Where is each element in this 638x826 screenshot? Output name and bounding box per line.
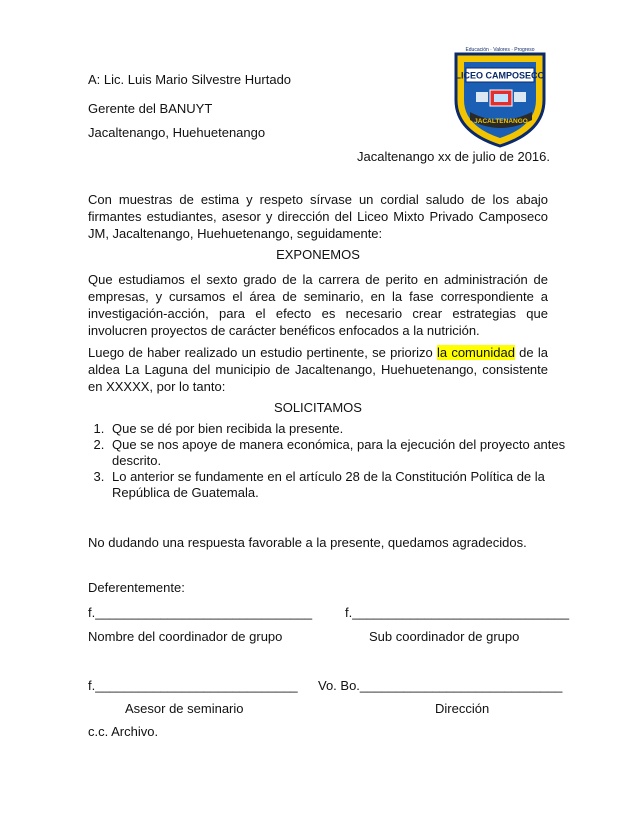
label-advisor: Asesor de seminario: [125, 701, 244, 716]
logo-ribbon-text: JACALTENANGO: [474, 118, 528, 125]
liceo-camposeco-logo: [448, 40, 552, 148]
recipient-location: Jacaltenango, Huehuetenango: [88, 125, 266, 140]
label-coordinator: Nombre del coordinador de grupo: [88, 629, 283, 644]
intro-paragraph: Con muestras de estima y respeto sírvase un cordial saludo de los abajo firmantes estudiantes, asesor y dirección del Liceo Mixto Privado Camposeco JM, Jacaltenango, Huehuetenango, seguidamente:: [88, 192, 548, 241]
solicitamos-heading: SOLICITAMOS: [274, 400, 362, 415]
list-item: 1. Que se dé por bien recibida la presente.: [108, 421, 568, 437]
context-paragraph: [88, 344, 548, 395]
closing-text: No dudando una respuesta favorable a la presente, quedamos agradecidos.: [88, 535, 527, 550]
farewell-text: Deferentemente:: [88, 580, 185, 595]
context-text-after: de la aldea La Laguna del municipio de Jacaltenango, Huehuetenango, consistente en XXXXX, por lo tanto:: [88, 345, 548, 394]
recipient-position: Gerente del BANUYT: [88, 101, 213, 116]
requests-list: [88, 421, 568, 501]
cc-archive: c.c. Archivo.: [88, 724, 159, 739]
label-direction: Dirección: [435, 701, 490, 716]
list-item: 3. Lo anterior se fundamente en el artículo 28 de la Constitución Política de la República de Guatemala.: [108, 469, 568, 501]
highlighted-text: la comunidad: [436, 345, 515, 360]
signature-line-advisor: f.____________________________: [88, 678, 298, 693]
exponemos-heading: EXPONEMOS: [276, 247, 360, 262]
letter-date: Jacaltenango xx de julio de 2016.: [357, 149, 550, 164]
context-text-before: Luego de haber realizado un estudio pertinente, se priorizo: [88, 345, 437, 360]
label-subcoordinator: Sub coordinador de grupo: [369, 629, 520, 644]
logo-top-text: Educación · Valores · Progreso: [465, 47, 535, 53]
recipient-name: A: Lic. Luis Mario Silvestre Hurtado: [88, 72, 292, 87]
signature-line-coordinator: f.______________________________: [88, 605, 313, 620]
list-item: 2. Que se nos apoye de manera económica, para la ejecución del proyecto antes descrito.: [108, 437, 568, 469]
signature-line-direction: Vo. Bo.____________________________: [318, 678, 563, 693]
signature-line-subcoordinator: f.______________________________: [345, 605, 570, 620]
logo-name: LICEO CAMPOSECO: [455, 70, 545, 81]
exponemos-paragraph: Que estudiamos el sexto grado de la carrera de perito en administración de empresas, y cursamos el área de seminario, en la fase correspondiente a investigación-acción, para el efecto es necesario crear estrategias que involucren proyectos de carácter benéficos enfocados a la nutrición.: [88, 272, 548, 338]
